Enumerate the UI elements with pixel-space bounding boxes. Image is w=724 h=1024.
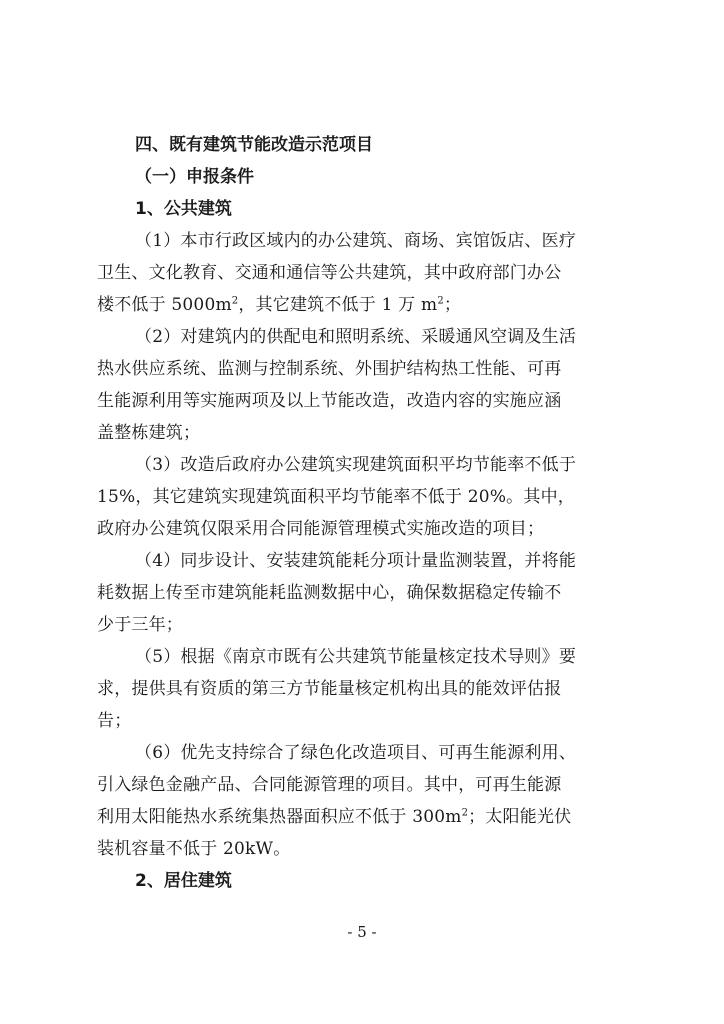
paragraph-line: 盖整栋建筑； bbox=[97, 423, 201, 443]
paragraph-line: 少于三年； bbox=[97, 615, 183, 635]
paragraph-line: （6）优先支持综合了绿色化改造项目、可再生能源利用、 bbox=[135, 743, 577, 763]
paragraph-line: 求，提供具有资质的第三方节能量核定机构出具的能效评估报 bbox=[97, 679, 562, 699]
paragraph-2 bbox=[97, 321, 629, 449]
paragraph-line: 装机容量不低于 20kW。 bbox=[97, 839, 291, 859]
text-fragment: 楼不低于 5000m bbox=[97, 295, 232, 315]
paragraph-5 bbox=[97, 641, 629, 737]
paragraph-line: 热水供应系统、监测与控制系统、外围护结构热工性能、可再 bbox=[97, 359, 562, 379]
text-fragment: ，其它建筑不低于 1 万 m bbox=[238, 295, 438, 315]
superscript: 2 bbox=[437, 295, 444, 307]
paragraph-line: （2）对建筑内的供配电和照明系统、采暖通风空调及生活 bbox=[135, 327, 577, 347]
text-fragment: ； bbox=[443, 295, 462, 315]
paragraph-line bbox=[97, 801, 629, 833]
superscript: 2 bbox=[231, 295, 239, 307]
paragraph-line bbox=[97, 289, 629, 321]
superscript: 2 bbox=[461, 807, 469, 819]
paragraph-3 bbox=[97, 449, 629, 545]
item-title-residential-buildings: 2、居住建筑 bbox=[135, 871, 232, 891]
paragraph-line: 告； bbox=[97, 711, 132, 731]
paragraph-line: （1）本市行政区域内的办公建筑、商场、宾馆饭店、医疗 bbox=[135, 231, 577, 251]
paragraph-4 bbox=[97, 545, 629, 641]
paragraph-line: 生能源利用等实施两项及以上节能改造，改造内容的实施应涵 bbox=[97, 391, 562, 411]
document-body bbox=[97, 129, 629, 897]
paragraph-line: （5）根据《南京市既有公共建筑节能量核定技术导则》要 bbox=[135, 647, 577, 667]
subsection-title: （一）申报条件 bbox=[135, 167, 254, 187]
section-title: 四、既有建筑节能改造示范项目 bbox=[135, 135, 373, 155]
paragraph-line: 卫生、文化教育、交通和通信等公共建筑，其中政府部门办公 bbox=[97, 263, 562, 283]
paragraph-line: 耗数据上传至市建筑能耗监测数据中心，确保数据稳定传输不 bbox=[97, 583, 562, 603]
paragraph-line: 15%，其它建筑实现建筑面积平均节能率不低于 20%。其中， bbox=[97, 487, 575, 507]
paragraph-line: 引入绿色金融产品、合同能源管理的项目。其中，可再生能源 bbox=[97, 775, 562, 795]
paragraph-line: （3）改造后政府办公建筑实现建筑面积平均节能率不低于 bbox=[135, 455, 577, 475]
paragraph-line: （4）同步设计、安装建筑能耗分项计量监测装置，并将能 bbox=[135, 551, 577, 571]
paragraph-line: 政府办公建筑仅限采用合同能源管理模式实施改造的项目； bbox=[97, 519, 545, 539]
text-fragment: 利用太阳能热水系统集热器面积应不低于 300m bbox=[97, 807, 462, 827]
text-fragment: ；太阳能光伏 bbox=[468, 807, 572, 827]
paragraph-6 bbox=[97, 737, 629, 865]
item-title-public-buildings: 1、公共建筑 bbox=[135, 199, 232, 219]
page-number: - 5 - bbox=[347, 923, 377, 941]
paragraph-1 bbox=[97, 225, 629, 321]
